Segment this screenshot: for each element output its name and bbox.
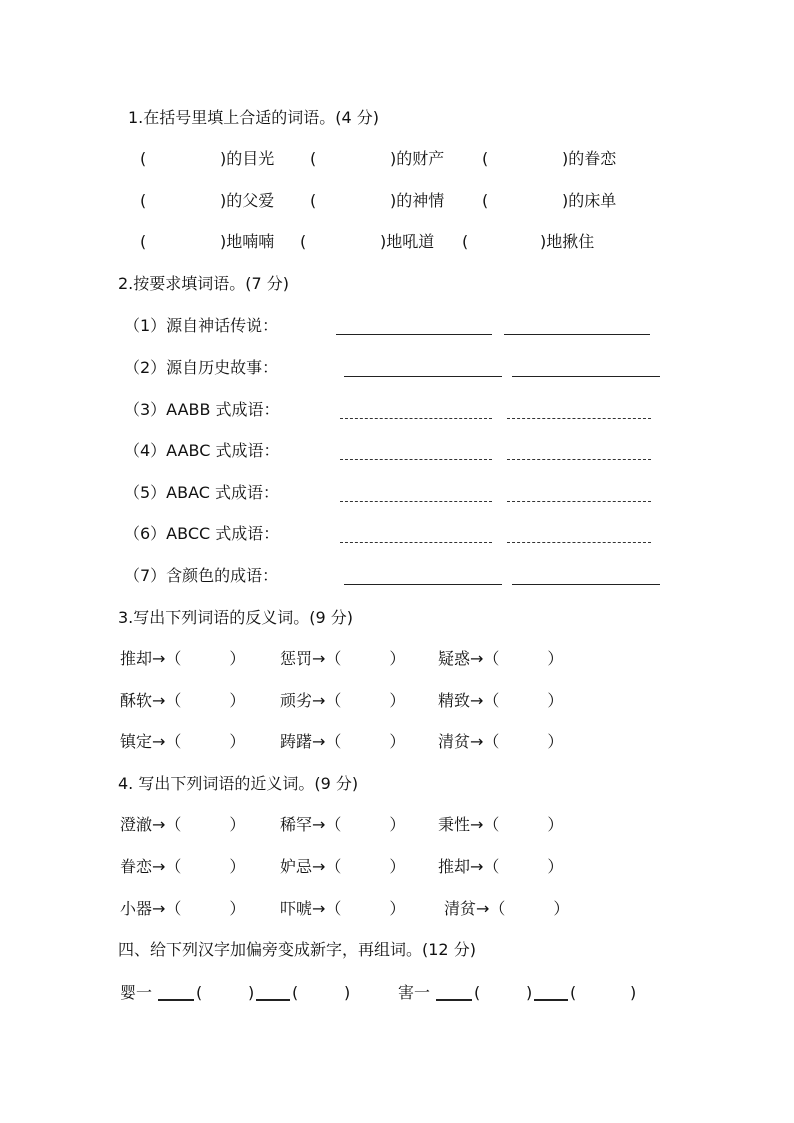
answer-blank[interactable]: [507, 459, 651, 460]
section-1-title: 1.在括号里填上合适的词语。(4 分): [128, 108, 380, 127]
phrase-cell: )地吼道: [380, 232, 435, 251]
answer-blank[interactable]: [507, 542, 651, 543]
fill-item-label: （2）源自历史故事：: [124, 358, 279, 377]
base-char: 婴一: [120, 983, 153, 1002]
paren-open: (: [300, 232, 307, 251]
paren-close: ): [248, 983, 255, 1002]
fill-item-label: （4）AABC 式成语：: [124, 441, 280, 460]
synonym-item: 清贫→（ ）: [444, 899, 570, 918]
fill-item-label: （7）含颜色的成语：: [124, 566, 279, 585]
phrase-cell: )的眷恋: [562, 149, 617, 168]
section-2-title: 2.按要求填词语。(7 分): [118, 274, 290, 293]
answer-blank[interactable]: [507, 418, 651, 419]
answer-blank[interactable]: [340, 501, 492, 502]
antonym-item: 镇定→（ ）: [120, 732, 246, 751]
answer-blank[interactable]: [512, 584, 660, 585]
paren-close: ): [526, 983, 533, 1002]
new-char-blank[interactable]: [158, 999, 194, 1001]
answer-blank[interactable]: [336, 334, 492, 335]
synonym-item: 眷恋→（ ）: [120, 857, 246, 876]
antonym-item: 惩罚→（ ）: [280, 649, 406, 668]
new-char-blank[interactable]: [534, 999, 568, 1001]
paren-open: (: [570, 983, 577, 1002]
paren-open: (: [310, 191, 317, 210]
synonym-item: 吓唬→（ ）: [280, 899, 406, 918]
paren-close: ): [344, 983, 351, 1002]
paren-open: (: [482, 191, 489, 210]
answer-blank[interactable]: [344, 584, 502, 585]
synonym-item: 稀罕→（ ）: [280, 815, 406, 834]
antonym-item: 精致→（ ）: [438, 691, 564, 710]
paren-open: (: [140, 232, 147, 251]
fill-item-label: （1）源自神话传说：: [124, 316, 279, 335]
phrase-cell: )的神情: [390, 191, 445, 210]
phrase-cell: )的父爱: [220, 191, 275, 210]
section-5-title: 四、给下列汉字加偏旁变成新字，再组词。(12 分): [118, 940, 476, 959]
paren-open: (: [482, 149, 489, 168]
phrase-cell: )的财产: [390, 149, 445, 168]
phrase-cell: )地喃喃: [220, 232, 275, 251]
answer-blank[interactable]: [504, 334, 650, 335]
base-char: 害一: [398, 983, 431, 1002]
antonym-item: 疑惑→（ ）: [438, 649, 564, 668]
answer-blank[interactable]: [340, 418, 492, 419]
answer-blank[interactable]: [340, 459, 492, 460]
new-char-blank[interactable]: [436, 999, 472, 1001]
synonym-item: 澄澈→（ ）: [120, 815, 246, 834]
antonym-item: 清贫→（ ）: [438, 732, 564, 751]
fill-item-label: （3）AABB 式成语：: [124, 400, 280, 419]
paren-close: ): [630, 983, 637, 1002]
paren-open: (: [140, 149, 147, 168]
synonym-item: 推却→（ ）: [438, 857, 564, 876]
phrase-cell: )的床单: [562, 191, 617, 210]
synonym-item: 妒忌→（ ）: [280, 857, 406, 876]
antonym-item: 酥软→（ ）: [120, 691, 246, 710]
antonym-item: 踌躇→（ ）: [280, 732, 406, 751]
synonym-item: 小器→（ ）: [120, 899, 246, 918]
answer-blank[interactable]: [344, 376, 502, 377]
section-4-title: 4. 写出下列词语的近义词。(9 分): [118, 774, 359, 793]
section-3-title: 3.写出下列词语的反义词。(9 分): [118, 608, 354, 627]
antonym-item: 顽劣→（ ）: [280, 691, 406, 710]
paren-open: (: [474, 983, 481, 1002]
phrase-cell: )地揪住: [540, 232, 595, 251]
phrase-cell: )的目光: [220, 149, 275, 168]
paren-open: (: [140, 191, 147, 210]
antonym-item: 推却→（ ）: [120, 649, 246, 668]
answer-blank[interactable]: [512, 376, 660, 377]
fill-item-label: （5）ABAC 式成语：: [124, 483, 280, 502]
paren-open: (: [196, 983, 203, 1002]
synonym-item: 秉性→（ ）: [438, 815, 564, 834]
paren-open: (: [462, 232, 469, 251]
new-char-blank[interactable]: [256, 999, 290, 1001]
paren-open: (: [310, 149, 317, 168]
fill-item-label: （6）ABCC 式成语：: [124, 524, 280, 543]
paren-open: (: [292, 983, 299, 1002]
answer-blank[interactable]: [340, 542, 492, 543]
answer-blank[interactable]: [507, 501, 651, 502]
